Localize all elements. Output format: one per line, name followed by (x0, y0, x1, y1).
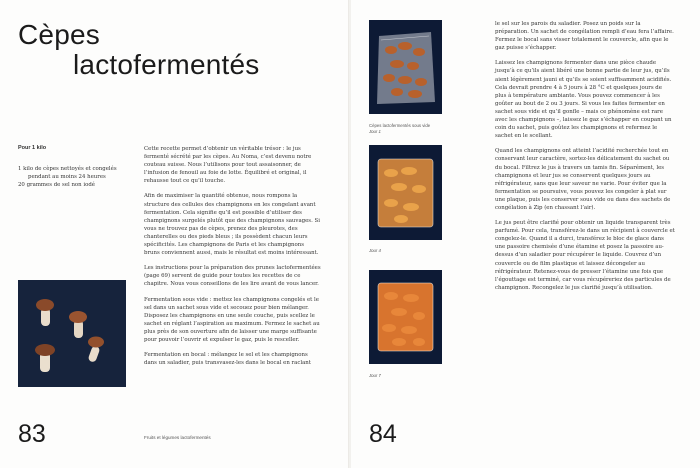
paragraph: Cette recette permet d’obtenir un véritable trésor : le jus fermenté sécrété par les cèpes. Au Noma, c’est devenu notre couteau suisse. Nous l’utilisons pour tout assaisonner, de l’infusion de fenouil au foie de lotte. Équilibré et original, il rehausse tout ce qu’il touche. (144, 146, 312, 185)
photo-caption: Jour 7 (369, 373, 381, 378)
caption-day: Jour 1 (369, 128, 381, 134)
porcini-illustration (18, 280, 126, 387)
yield-label: Pour 1 kilo (18, 145, 47, 151)
page-number: 84 (369, 420, 397, 448)
ingredient-text: 20 grammes de sel non iodé (18, 182, 95, 188)
paragraph: le sel sur les parois du saladier. Posez un poids sur la préparation. Un sachet de congélation rempli d’eau fera l’affaire. Fermez le bocal sans visser totalement le couvercle, afin que le gaz puisse s’échapper. (495, 21, 674, 52)
ingredient-text: 1 kilo de cèpes nettoyés et congelés (18, 166, 117, 172)
body-text-right (495, 20, 675, 299)
paragraph: Les instructions pour la préparation des prunes lactofermentées (page 69) servent de guide pour toutes les recettes de ce chapitre. Nous vous conseillons de les lire avant de vous lancer. (144, 265, 321, 288)
photo-caption: Jour 4 (369, 248, 381, 253)
bag-illustration (369, 270, 442, 364)
photo-caption (369, 123, 430, 134)
page-number: 83 (18, 420, 46, 448)
paragraph: Quand les champignons ont atteint l’acidité recherchée tout en conservant leur caractère, sortez-les délicatement du sachet ou du bocal. Filtrez le jus à travers un tamis fin. Séparément, les champignons et leur jus se conservent quelques jours au réfrigérateur, sans que leur saveur ne varie. Pour éviter que la fermentation se poursuive, vous pouvez les congeler à plat sur une plaque, puis les conserver sous vide ou dans des sachets de congélation à Zip (en chassant l’air). (495, 148, 671, 211)
porcini-photo (18, 280, 126, 387)
paragraph: Fermentation sous vide : mettez les champignons congelés et le sel dans un sachet sous vide et secouez pour bien mélanger. Disposez les champignons en une seule couche, puis scellez le sachet en réglant l’aspiration au maximum. Fermez le sachet au plus près de son ouverture afin de laisser une marge suffisante pour pouvoir l’ouvrir et expulser le gaz, puis le resceller. (144, 296, 320, 343)
bag-illustration (369, 145, 442, 240)
bag-illustration (369, 20, 442, 114)
ingredient-item (18, 165, 128, 181)
title-line-2: lactofermentés (73, 49, 260, 80)
paragraph: Laissez les champignons fermenter dans une pièce chaude jusqu’à ce qu’ils aient libéré une bonne partie de leur jus, qu’ils aient légèrement jauni et qu’ils se soient suffisamment acidifiés. Cela devrait prendre 4 à 5 jours à 28 °C et quelques jours de plus à température ambiante. Vous pouvez commencer à les goûter au bout de 2 ou 3 jours. Si vous les faites fermenter en sachet sous vide et qu’il gonfle – mais ce phénomène est rare avec les champignons –, laissez le gaz s’échapper en coupant un coin du sachet, puis goûtez les champignons et refermez le sachet en le scellant. (495, 60, 672, 140)
recipe-title (18, 20, 259, 80)
running-footer: Fruits et légumes lactofermentés (144, 435, 211, 440)
title-line-1: Cèpes (18, 19, 100, 50)
paragraph: Le jus peut être clarifié pour obtenir un liquide transparent très parfumé. Pour cela, transférez-le dans un récipient à couvercle et congelez-le. Quand il a durci, transférez le bloc de glace dans une passoire chemisée d’une étamine et posez la passoire au-dessus d’un saladier pour récupérer le liquide. Couvrez d’un couvercle ou de film plastique et laissez décongeler au réfrigérateur. Retenez-vous de presser l’étamine une fois que l’égouttage est terminé, car vous récupéreriez des particules de champignon. Recongelez le jus clarifié jusqu’à utilisation. (495, 220, 675, 291)
vacuum-bag-photo-day4 (369, 145, 442, 240)
vacuum-bag-photo-day7 (369, 270, 442, 364)
body-text-left (144, 145, 321, 374)
ingredient-text-cont: pendant au moins 24 heures (28, 174, 106, 180)
vacuum-bag-photo-day1 (369, 20, 442, 114)
ingredient-list (18, 165, 128, 189)
paragraph: Afin de maximiser la quantité obtenue, nous rompons la structure des cellules des champignons en les congelant avant fermentation. Cela signifie qu’il est possible d’utiliser des champignons surgelés plutôt que des champignons sauvages. Si vous ne trouvez pas de cèpes, prenez des pleurotes, des chanterelles ou des pieds bleus ; ils possèdent chacun leurs spécificités. Les champignons de Paris et les champignons bruns conviennent aussi, mais le résultat est moins intéressant. (144, 193, 320, 257)
paragraph: Fermentation en bocal : mélangez le sel et les champignons dans un saladier, puis transvasez-les dans le bocal en raclant (144, 352, 311, 367)
ingredient-item (18, 181, 128, 189)
left-page (0, 0, 349, 468)
caption-title: Cèpes lactofermentés sous vide (369, 123, 431, 128)
